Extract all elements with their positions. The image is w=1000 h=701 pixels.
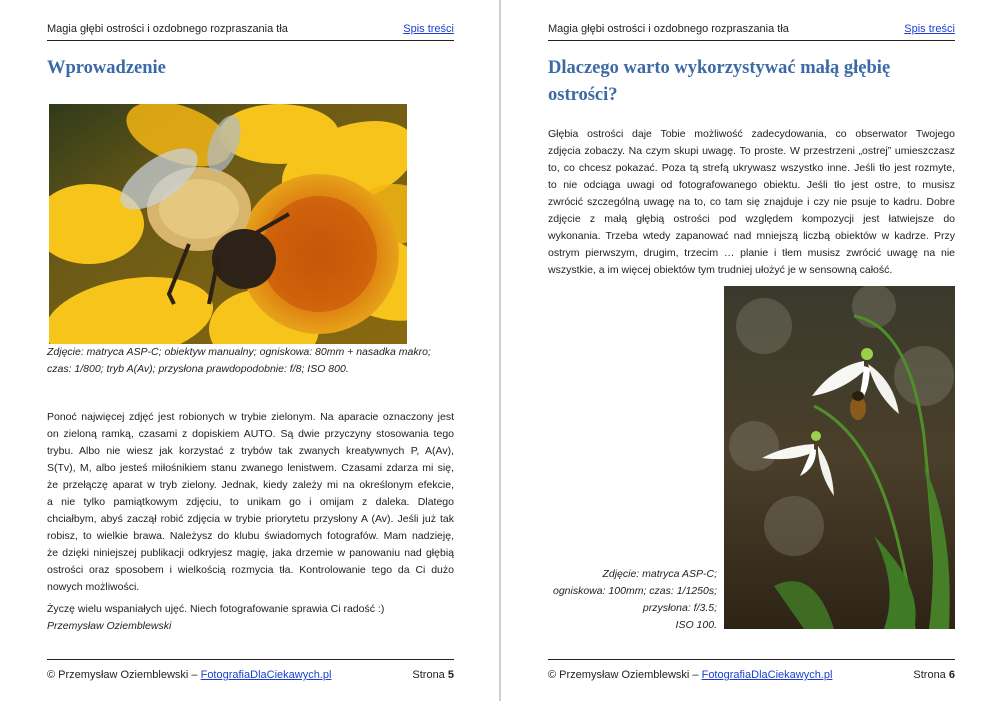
bee-flower-photo <box>49 104 407 344</box>
paragraph-line: a nie tylko pamiątkowym zdjęciu, to unikam go i omijam z daleka. Dlatego <box>47 496 454 508</box>
paragraph-line: wszystkie, a im więcej obiektów tym trudniej ułożyć je w sensowną całość. <box>548 264 893 276</box>
paragraph-line: ostrości oraz sposobem i wielkością rozmycia tła. Kontrolowanie tego da Ci dużo <box>47 564 454 576</box>
paragraph-line: nowych możliwości. <box>47 581 140 593</box>
paragraph-line: że dzięki niniejszej publikacji odkryjesz magię, jaka drzemie w panowaniu nad głębią <box>47 547 454 559</box>
paragraph-line: Głębia ostrości daje Tobie możliwość zadecydowania, co obserwator Twojego <box>548 128 955 140</box>
paragraph-line: robisz, to wielkie brawa. Należysz do klubu świadomych fotografów. Mam nadzieję, <box>47 530 454 542</box>
bee-photo-image <box>49 104 407 344</box>
footer-author: © Przemysław Oziemblewski – <box>47 669 198 681</box>
page-header <box>47 20 454 41</box>
footer-credit <box>548 669 832 681</box>
paragraph-line: S(Tv), M, albo jesteś miłośnikiem stanu zwanego lenistwem. Czasami zdarza mi się, <box>47 462 454 474</box>
toc-link[interactable]: Spis treści <box>403 23 454 35</box>
page-number: 6 <box>948 669 955 681</box>
footer-author: © Przemysław Oziemblewski – <box>548 669 699 681</box>
caption-line: ogniskowa: 100mm; czas: 1/1250s; <box>552 585 717 597</box>
heading-line: ostrości? <box>548 85 618 105</box>
footer-site-link[interactable]: FotografiaDlaCiekawych.pl <box>200 669 332 681</box>
caption-line: Zdjęcie: matryca ASP-C; <box>602 568 717 580</box>
paragraph-line: zdjęcie z małą głębią ostrości pod względem kompozycji jest łatwiejsze do <box>548 213 955 225</box>
footer-site-link[interactable]: FotografiaDlaCiekawych.pl <box>701 669 833 681</box>
page-number-label <box>913 669 955 681</box>
dof-paragraph <box>548 126 955 279</box>
footer-credit <box>47 669 331 681</box>
header-title: Magia głębi ostrości i ozdobnego rozpraszania tła <box>548 23 789 35</box>
page-number: 5 <box>447 669 454 681</box>
caption-line: czas: 1/800; tryb A(Av); przysłona prawdopodobnie: f/8; ISO 800. <box>47 363 349 375</box>
paragraph-line: trybu. Albo nie wiesz jak korzystać z trybów tak zwanych kreatywnych P, A(Av), <box>47 445 454 457</box>
caption-line: Zdjęcie: matryca ASP-C; obiektyw manualny; ogniskowa: 80mm + nasadka makro; <box>47 346 431 358</box>
caption-line: przysłona: f/3.5; <box>642 602 717 614</box>
document-page-6 <box>501 0 1000 701</box>
header-title: Magia głębi ostrości i ozdobnego rozpraszania tła <box>47 23 288 35</box>
page-word: Strona <box>913 669 946 681</box>
heading-line: Dlaczego warto wykorzystywać małą głębię <box>548 58 891 78</box>
paragraph-line: zdjęcia zobaczy. Na czym skupi uwagę. To proste. W przestrzeni „ostrej” umieszczasz <box>548 145 955 157</box>
closing-text: Życzę wielu wspaniałych ujęć. Niech fotografowanie sprawia Ci radość :) <box>47 603 385 615</box>
paragraph-line: to nie odciąga uwagi od fotografowanego obiektu. Jeśli tło jest ostre, to musisz <box>548 179 955 191</box>
author-signature: Przemysław Oziemblewski <box>47 620 172 632</box>
paragraph-line: Ponoć najwięcej zdjęć jest robionych w trybie zielonym. Na aparacie oznaczony jest <box>47 411 454 423</box>
paragraph-line: on zieloną ramką, czasami z dopiskiem AUTO. Są dwie przyczyny stosowania tego <box>47 428 454 440</box>
section-heading: Wprowadzenie <box>47 58 166 78</box>
paragraph-line: to, co chcesz pokazać. Poza tą strefą ukrywasz wszystko inne. Jeśli tło jest rozmyte, <box>548 162 955 174</box>
paragraph-line: ostrym pierwszym, drugim, trzecim … planie i tłem musisz zwrócić uwagę na nie <box>548 247 955 259</box>
closing-block <box>47 601 457 635</box>
photo-caption <box>47 344 457 378</box>
photo-caption <box>548 566 717 634</box>
section-heading <box>548 55 890 109</box>
page-footer <box>47 659 454 690</box>
intro-paragraph <box>47 409 454 596</box>
page-word: Strona <box>412 669 445 681</box>
paragraph-line: że przełączę aparat w tryb zielony. Jednak, kiedy zależy mi na określonym efekcie, <box>47 479 454 491</box>
document-page-5 <box>0 0 499 701</box>
snowdrop-photo-image <box>724 286 955 629</box>
paragraph-line: chciałbym, abyś zaczął robić zdjęcia w trybie priorytetu przysłony A (Av). Jeśli już tak <box>47 513 454 525</box>
page-header <box>548 20 955 41</box>
caption-line: ISO 100. <box>675 619 717 631</box>
toc-link[interactable]: Spis treści <box>904 23 955 35</box>
paragraph-line: wykonania. Trzeba wtedy zapanować nad mniejszą liczbą obiektów w kadrze. Przy <box>548 230 955 242</box>
paragraph-line: zwrócić szczególną uwagę na to, co tam się znajduje i czy nie psuje to kadru. Dobre <box>548 196 955 208</box>
snowdrop-photo <box>724 286 955 629</box>
page-number-label <box>412 669 454 681</box>
page-footer <box>548 659 955 690</box>
